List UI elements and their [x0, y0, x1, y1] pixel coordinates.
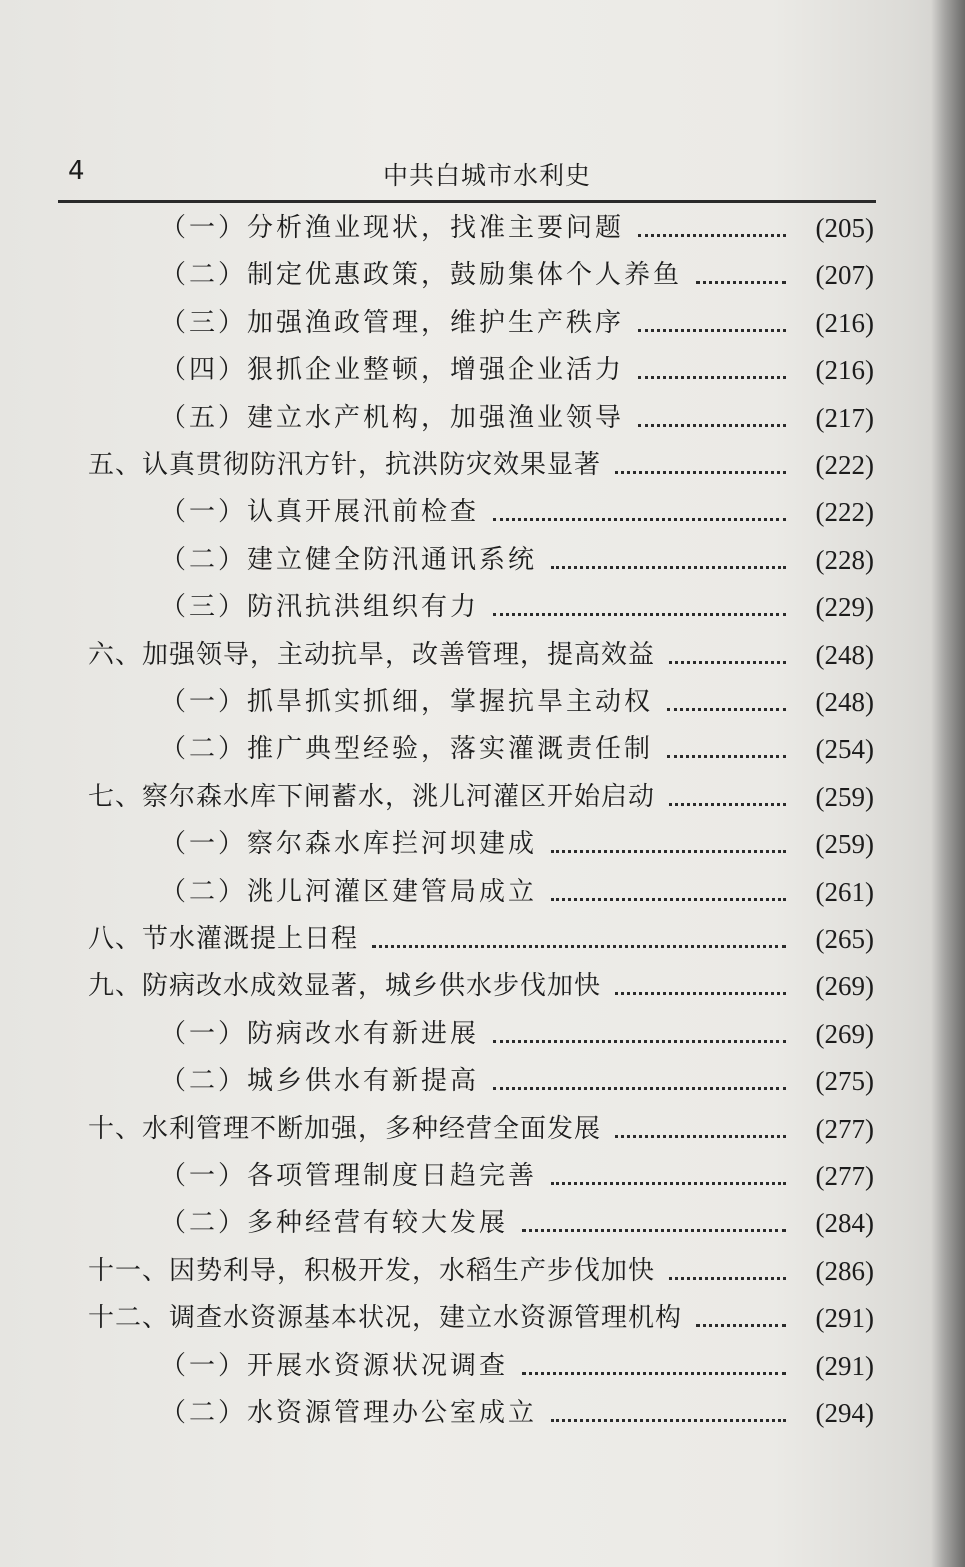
toc-subsection-entry — [0, 396, 965, 440]
toc-section-entry — [0, 917, 965, 961]
entry-title: 八、节水灌溉提上日程 — [88, 924, 359, 954]
toc-subsection-entry — [0, 206, 965, 250]
toc-subsection-entry — [0, 1391, 965, 1435]
entry-title: 十、水利管理不断加强，多种经营全面发展 — [88, 1113, 602, 1144]
running-head — [58, 150, 876, 203]
entry-title: （二）洮儿河灌区建管局成立 — [160, 876, 538, 907]
dot-leader — [551, 898, 786, 901]
toc-subsection-entry — [0, 490, 965, 534]
entry-title: （二）城乡供水有新提高 — [160, 1066, 480, 1097]
toc-section-entry — [0, 443, 965, 487]
entry-title: 七、察尔森水库下闸蓄水，洮儿河灌区开始启动 — [88, 781, 656, 812]
entry-title: （一）防病改水有新进展 — [160, 1018, 480, 1049]
dot-leader — [638, 234, 786, 237]
entry-page-number: (291) — [815, 1350, 874, 1381]
dot-leader — [696, 1324, 786, 1327]
entry-title: （一）察尔森水库拦河坝建成 — [160, 829, 538, 860]
dot-leader — [493, 518, 786, 521]
dot-leader — [522, 1229, 786, 1232]
entry-title: （三）加强渔政管理，维护生产秩序 — [160, 307, 625, 338]
toc-subsection-entry — [0, 538, 965, 582]
dot-leader — [551, 850, 786, 853]
toc-subsection-entry — [0, 301, 965, 345]
entry-title: 六、加强领导，主动抗旱，改善管理，提高效益 — [88, 639, 656, 670]
entry-title: （二）多种经营有较大发展 — [160, 1208, 509, 1239]
entry-page-number: (277) — [815, 1161, 874, 1191]
dot-leader — [372, 945, 786, 948]
dot-leader — [638, 424, 786, 427]
entry-title: （一）分析渔业现状，找准主要问题 — [160, 213, 625, 243]
dot-leader — [669, 803, 786, 806]
entry-page-number: (259) — [815, 781, 874, 812]
entry-title: 九、防病改水成效显著，城乡供水步伐加快 — [88, 971, 602, 1002]
toc-subsection-entry — [0, 1344, 965, 1388]
entry-title: （二）建立健全防汛通讯系统 — [160, 544, 538, 575]
entry-page-number: (222) — [815, 450, 874, 480]
entry-page-number: (265) — [815, 924, 874, 954]
dot-leader — [551, 1419, 786, 1422]
entry-page-number: (205) — [815, 213, 874, 243]
entry-title: （一）抓旱抓实抓细，掌握抗旱主动权 — [160, 687, 654, 717]
entry-page-number: (228) — [815, 544, 874, 575]
entry-page-number: (207) — [815, 260, 874, 291]
entry-page-number: (284) — [815, 1208, 874, 1239]
entry-page-number: (286) — [815, 1255, 874, 1286]
toc-section-entry — [0, 1107, 965, 1151]
entry-page-number: (254) — [815, 734, 874, 765]
dot-leader — [522, 1372, 786, 1375]
toc-subsection-entry — [0, 1012, 965, 1056]
entry-page-number: (248) — [815, 639, 874, 670]
entry-page-number: (217) — [815, 402, 874, 433]
toc-subsection-entry — [0, 822, 965, 866]
dot-leader — [493, 613, 786, 616]
entry-page-number: (277) — [815, 1113, 874, 1144]
entry-title: （四）狠抓企业整顿，增强企业活力 — [160, 355, 625, 386]
entry-title: （五）建立水产机构，加强渔业领导 — [160, 402, 625, 433]
toc-subsection-entry — [0, 727, 965, 771]
page-number: 4 — [68, 156, 85, 186]
entry-page-number: (259) — [815, 829, 874, 860]
entry-page-number: (294) — [815, 1398, 874, 1428]
toc-section-entry — [0, 1296, 965, 1340]
dot-leader — [638, 376, 786, 379]
toc-section-entry — [0, 1249, 965, 1293]
toc-subsection-entry — [0, 585, 965, 629]
entry-title: （一）认真开展汛前检查 — [160, 497, 480, 528]
entry-title: （二）水资源管理办公室成立 — [160, 1398, 538, 1428]
book-title: 中共白城市水利史 — [382, 161, 591, 190]
dot-leader — [551, 1182, 786, 1185]
entry-title: （二）推广典型经验，落实灌溉责任制 — [160, 734, 654, 765]
toc-section-entry — [0, 964, 965, 1008]
entry-title: （三）防汛抗洪组织有力 — [160, 592, 480, 623]
dot-leader — [615, 1135, 786, 1138]
dot-leader — [493, 1040, 786, 1043]
toc-subsection-entry — [0, 1059, 965, 1103]
entry-page-number: (222) — [815, 497, 874, 528]
toc-subsection-entry — [0, 680, 965, 724]
entry-title: 十一、因势利导，积极开发，水稻生产步伐加快 — [88, 1255, 656, 1286]
toc-subsection-entry — [0, 870, 965, 914]
dot-leader — [667, 708, 786, 711]
entry-page-number: (216) — [815, 307, 874, 338]
dot-leader — [669, 1277, 786, 1280]
entry-page-number: (269) — [815, 1018, 874, 1049]
dot-leader — [696, 281, 786, 284]
entry-page-number: (275) — [815, 1066, 874, 1097]
dot-leader — [667, 755, 786, 758]
toc-subsection-entry — [0, 1201, 965, 1245]
entry-title: 十二、调查水资源基本状况，建立水资源管理机构 — [88, 1303, 683, 1334]
entry-title: 五、认真贯彻防汛方针，抗洪防灾效果显著 — [88, 450, 602, 480]
entry-page-number: (269) — [815, 971, 874, 1002]
toc-subsection-entry — [0, 1154, 965, 1198]
dot-leader — [493, 1087, 786, 1090]
entry-page-number: (216) — [815, 355, 874, 386]
dot-leader — [615, 992, 786, 995]
entry-page-number: (261) — [815, 876, 874, 907]
dot-leader — [615, 471, 786, 474]
toc-subsection-entry — [0, 253, 965, 297]
toc-section-entry — [0, 775, 965, 819]
entry-title: （一）开展水资源状况调查 — [160, 1350, 509, 1381]
entry-page-number: (248) — [815, 687, 874, 717]
dot-leader — [638, 329, 786, 332]
dot-leader — [551, 566, 786, 569]
entry-title: （一）各项管理制度日趋完善 — [160, 1161, 538, 1191]
entry-page-number: (229) — [815, 592, 874, 623]
toc-subsection-entry — [0, 348, 965, 392]
entry-page-number: (291) — [815, 1303, 874, 1334]
dot-leader — [669, 661, 786, 664]
entry-title: （二）制定优惠政策，鼓励集体个人养鱼 — [160, 260, 683, 291]
toc-section-entry — [0, 633, 965, 677]
